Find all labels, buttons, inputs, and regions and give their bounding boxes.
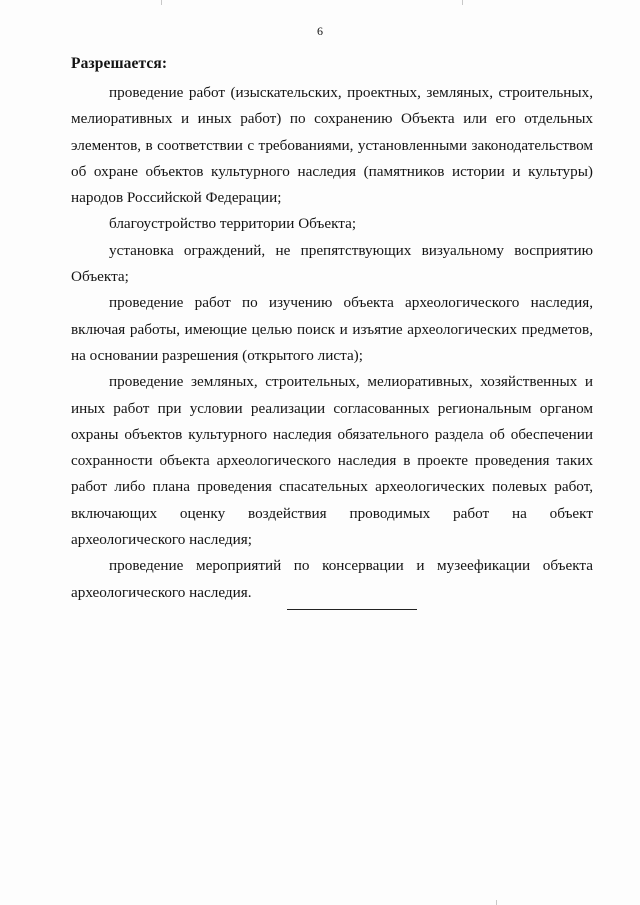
section-heading: Разрешается: — [71, 55, 168, 72]
paragraph-earthworks-conditions: проведение земляных, строительных, мелиоративных, хозяйственных и иных работ при условии реализации согласованных региональным органом охраны объектов культурного наследия обязательного раздела об обеспечении сохранности объекта археологического наследия в проекте проведения таких работ либо плана проведения спасательных археологических полевых работ, включающих оценку воздействия проводимых работ на объект археологического наследия; — [71, 373, 593, 549]
scan-artifact — [496, 900, 497, 905]
scan-artifact — [161, 0, 162, 5]
paragraph-fencing: установка ограждений, не препятствующих визуальному восприятию Объекта; — [71, 241, 593, 286]
page-number: 6 — [317, 24, 323, 38]
paragraph-works-preservation: проведение работ (изыскательских, проектных, земляных, строительных, мелиоративных и иных работ) по сохранению Объекта или его отдельных элементов, в соответствии с требованиями, установленными законодательством об охране объектов культурного наследия (памятников истории и культуры) народов Российской Федерации; — [71, 84, 593, 207]
paragraph-conservation: проведение мероприятий по консервации и музеефикации объекта археологического наследия. — [71, 557, 593, 601]
end-separator-line — [287, 609, 417, 610]
scan-artifact — [462, 0, 463, 5]
document-body — [71, 80, 593, 606]
paragraph-landscaping: благоустройство территории Объекта; — [109, 215, 357, 233]
paragraph-archaeological-research: проведение работ по изучению объекта археологического наследия, включая работы, имеющие целью поиск и изъятие археологических предметов, на основании разрешения (открытого листа); — [71, 294, 593, 364]
